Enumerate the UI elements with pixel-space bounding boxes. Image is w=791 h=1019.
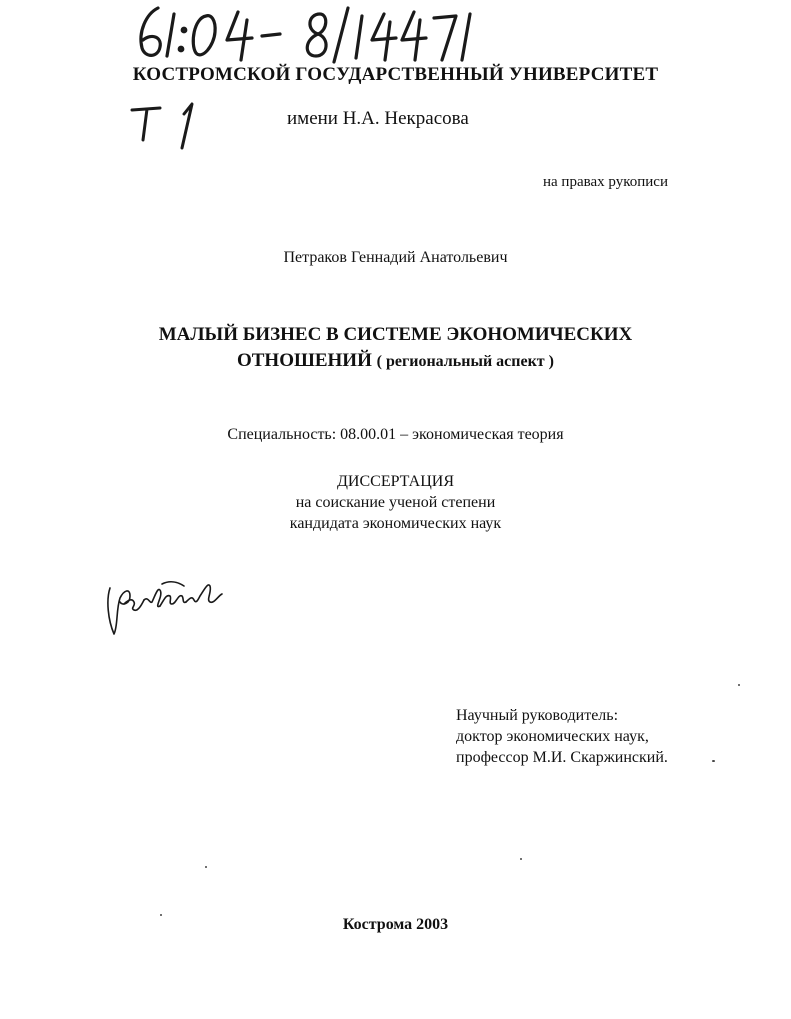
city-year: Кострома 2003 <box>342 916 449 933</box>
dissertation-block <box>0 471 791 534</box>
scan-speck <box>520 858 522 860</box>
author-name: Петраков Геннадий Анатольевич <box>283 249 508 266</box>
scan-speck <box>205 866 207 868</box>
supervisor-degree: доктор экономических наук, <box>456 728 649 745</box>
author-signature <box>100 570 230 642</box>
specialty: Специальность: 08.00.01 – экономическая теория <box>227 426 564 443</box>
title-line-2 <box>0 348 791 375</box>
handwritten-volume-mark <box>128 100 208 152</box>
scan-speck <box>160 914 162 916</box>
manuscript-rights: на правах рукописи <box>543 174 668 190</box>
supervisor-block <box>456 705 668 768</box>
dissertation-degree-line-1: на соискание ученой степени <box>295 494 496 511</box>
university-name: КОСТРОМСКОЙ ГОСУДАРСТВЕННЫЙ УНИВЕРСИТЕТ <box>132 64 659 85</box>
scan-speck <box>738 684 740 686</box>
handwritten-archive-number <box>130 0 480 72</box>
dissertation-heading: ДИССЕРТАЦИЯ <box>337 473 454 490</box>
supervisor-name: профессор М.И. Скаржинский. <box>456 749 668 766</box>
named-after: имени Н.А. Некрасова <box>287 108 469 129</box>
dissertation-degree-line-2: кандидата экономических наук <box>289 515 502 532</box>
dissertation-title <box>0 322 791 375</box>
title-line-1: МАЛЫЙ БИЗНЕС В СИСТЕМЕ ЭКОНОМИЧЕСКИХ <box>158 324 633 345</box>
supervisor-label: Научный руководитель: <box>456 707 619 724</box>
title-subtitle: ( региональный аспект ) <box>376 353 554 370</box>
scan-speck <box>712 760 715 762</box>
title-line-2-text: ОТНОШЕНИЙ <box>236 350 372 371</box>
